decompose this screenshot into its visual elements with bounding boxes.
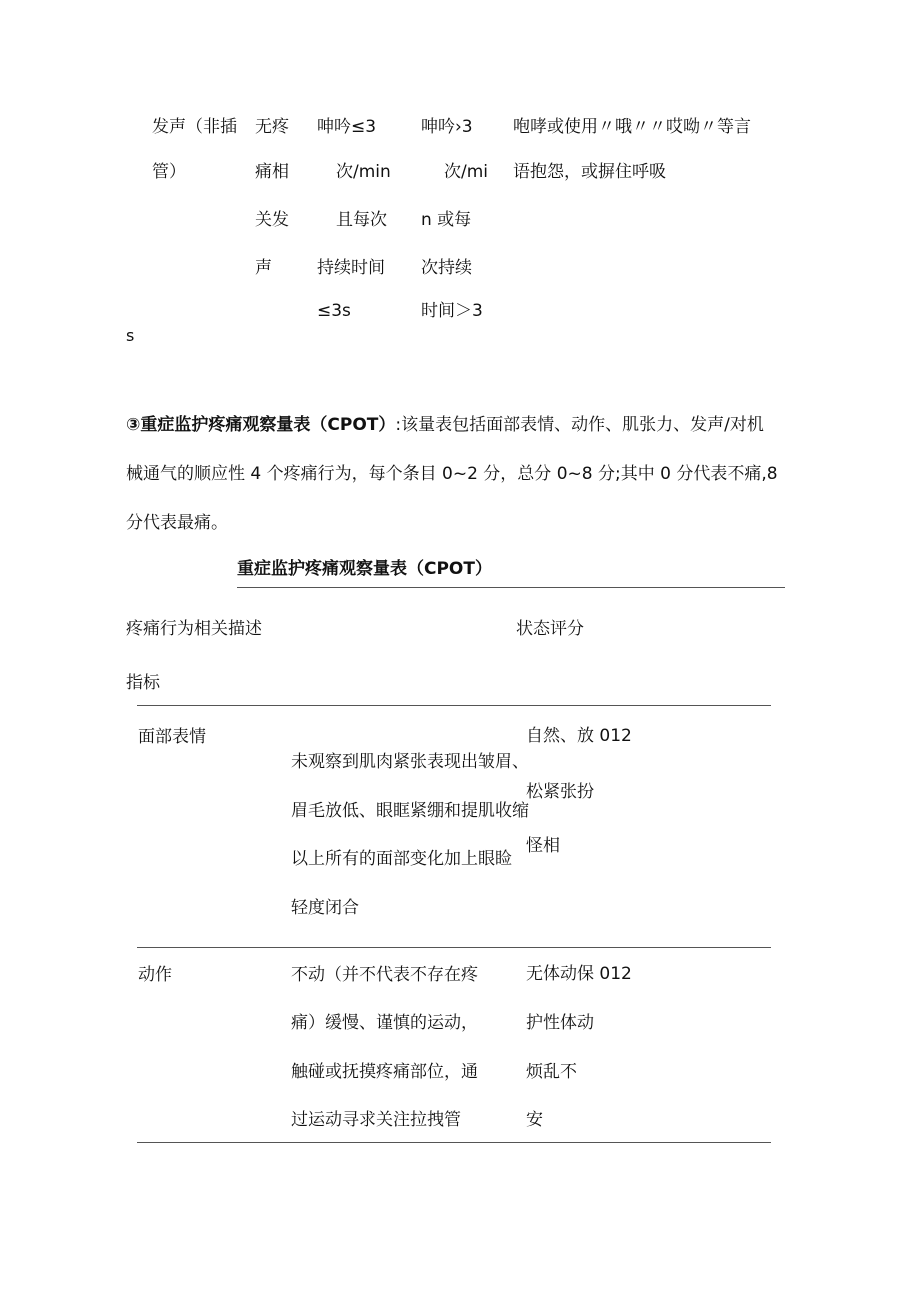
caption-rule: [237, 587, 785, 588]
intro-line-1: [126, 415, 764, 435]
row-description-line: 触碰或抚摸疼痛部位，通: [291, 1062, 478, 1082]
vocal-col1-line: 且每次: [336, 210, 387, 230]
vocal-col3-line: 咆哮或使用〃哦〃〃哎呦〃等言: [513, 117, 751, 137]
row-rule: [137, 947, 771, 948]
intro-line-3: 分代表最痛。: [126, 513, 228, 533]
row-state-line: 烦乱不: [526, 1062, 577, 1082]
row-state-line: 怪相: [526, 836, 560, 856]
row-rule: [137, 1142, 771, 1143]
row-state-line: 松紧张扮: [526, 782, 594, 802]
intro-line-2: 械通气的顺应性 4 个疼痛行为，每个条目 0~2 分，总分 0~8 分;其中 0 分代表不痛,8: [126, 464, 778, 484]
vocal-col2-line: n 或每: [421, 210, 472, 230]
row-description-line: 以上所有的面部变化加上眼睑: [291, 849, 512, 869]
vocal-col0-line: 声: [255, 258, 272, 278]
row-description-line: 未观察到肌肉紧张表现出皱眉、: [291, 752, 529, 772]
stray-text: s: [126, 326, 135, 345]
row-state-line: 护性体动: [526, 1013, 594, 1033]
intro-text: :该量表包括面部表情、动作、肌张力、发声/对机: [395, 415, 764, 435]
vocal-label-line: 管）: [152, 162, 186, 182]
header-state-score: 状态评分: [516, 619, 584, 639]
vocal-col3-line: 语抱怨，或摒住呼吸: [513, 162, 666, 182]
vocal-col1-line: 持续时间: [317, 258, 385, 278]
row-description-line: 痛）缓慢、谨慎的运动，: [291, 1013, 478, 1033]
row-description-line: 眉毛放低、眼眶紧绷和提肌收缩: [291, 801, 529, 821]
row-indicator: 面部表情: [138, 727, 206, 747]
row-description-line: 轻度闭合: [291, 898, 359, 918]
row-state-line: 安: [526, 1110, 543, 1130]
vocal-label-line: 发声（非插: [152, 117, 237, 137]
table-caption: 重症监护疼痛观察量表（CPOT）: [237, 559, 492, 579]
intro-title: ③重症监护疼痛观察量表（CPOT）: [126, 415, 396, 435]
vocal-col1-line: 次/min: [336, 162, 391, 182]
header-rule: [137, 705, 771, 706]
row-description-line: 过运动寻求关注拉拽管: [291, 1110, 461, 1130]
vocal-col0-line: 痛相: [255, 162, 289, 182]
vocal-col1-line: 呻吟≤3: [317, 117, 377, 137]
vocal-col1-line: ≤3s: [317, 301, 351, 321]
vocal-col2-line: 次持续: [421, 258, 472, 278]
row-state-line: 自然、放 012: [526, 726, 632, 746]
row-state-line: 无体动保 012: [526, 964, 632, 984]
vocal-col2-line: 时间＞3: [421, 301, 483, 321]
header-indicator: 指标: [126, 673, 160, 693]
row-description-line: 不动（并不代表不存在疼: [291, 965, 478, 985]
vocal-col2-line: 次/mi: [444, 162, 489, 182]
row-indicator: 动作: [138, 965, 172, 985]
vocal-col0-line: 关发: [255, 210, 289, 230]
vocal-col0-line: 无疼: [255, 117, 289, 137]
vocal-col2-line: 呻吟›3: [421, 117, 473, 137]
header-description: 疼痛行为相关描述: [126, 619, 262, 639]
